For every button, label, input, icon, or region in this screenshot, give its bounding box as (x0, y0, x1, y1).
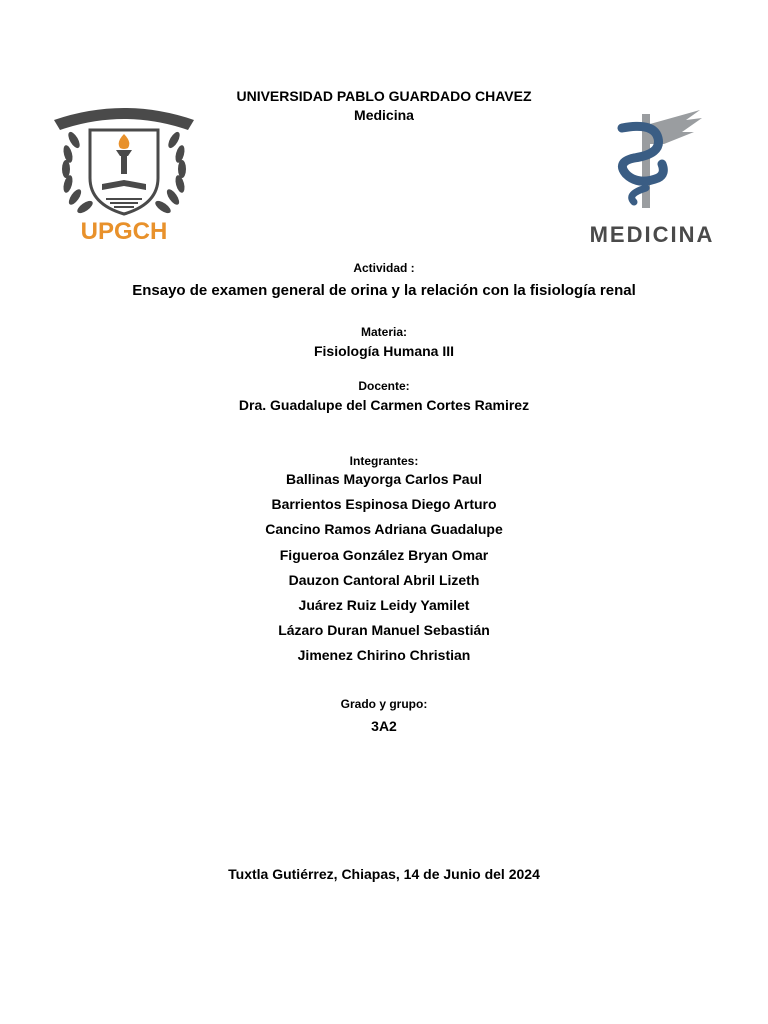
member-name: Cancino Ramos Adriana Guadalupe (265, 521, 503, 538)
members-list (0, 471, 768, 673)
place-date: Tuxtla Gutiérrez, Chiapas, 14 de Junio del 2024 (228, 866, 540, 882)
faculty-name: Medicina (354, 107, 414, 123)
member-name: Juárez Ruiz Leidy Yamilet (298, 596, 470, 613)
member-name: Jimenez Chirino Christian (297, 647, 471, 664)
medicina-wordmark: MEDICINA (589, 222, 715, 246)
medicina-logo (582, 104, 722, 246)
teacher-value: Dra. Guadalupe del Carmen Cortes Ramirez (238, 397, 530, 413)
member-name: Dauzon Cantoral Abril Lizeth (288, 571, 480, 588)
activity-label: Actividad : (353, 261, 415, 275)
member-name: Figueroa González Bryan Omar (279, 546, 489, 563)
subject-label: Materia: (360, 325, 407, 339)
members-label: Integrantes: (349, 454, 419, 468)
subject-value: Fisiología Humana III (313, 343, 455, 359)
university-name: UNIVERSIDAD PABLO GUARDADO CHAVEZ (236, 88, 532, 104)
crest-book (102, 180, 146, 190)
caduceus-icon (582, 104, 722, 246)
upgch-wordmark: UPGCH (80, 218, 168, 245)
member-name: Ballinas Mayorga Carlos Paul (285, 471, 483, 487)
activity-title: Ensayo de examen general de orina y la relación con la fisiología renal (132, 282, 636, 299)
teacher-label: Docente: (358, 379, 410, 393)
torch-flame (119, 134, 130, 149)
grade-label: Grado y grupo: (340, 697, 428, 711)
member-name: Lázaro Duran Manuel Sebastián (278, 622, 490, 639)
grade-value: 3A2 (371, 718, 397, 734)
member-name: Barrientos Espinosa Diego Arturo (271, 496, 497, 513)
